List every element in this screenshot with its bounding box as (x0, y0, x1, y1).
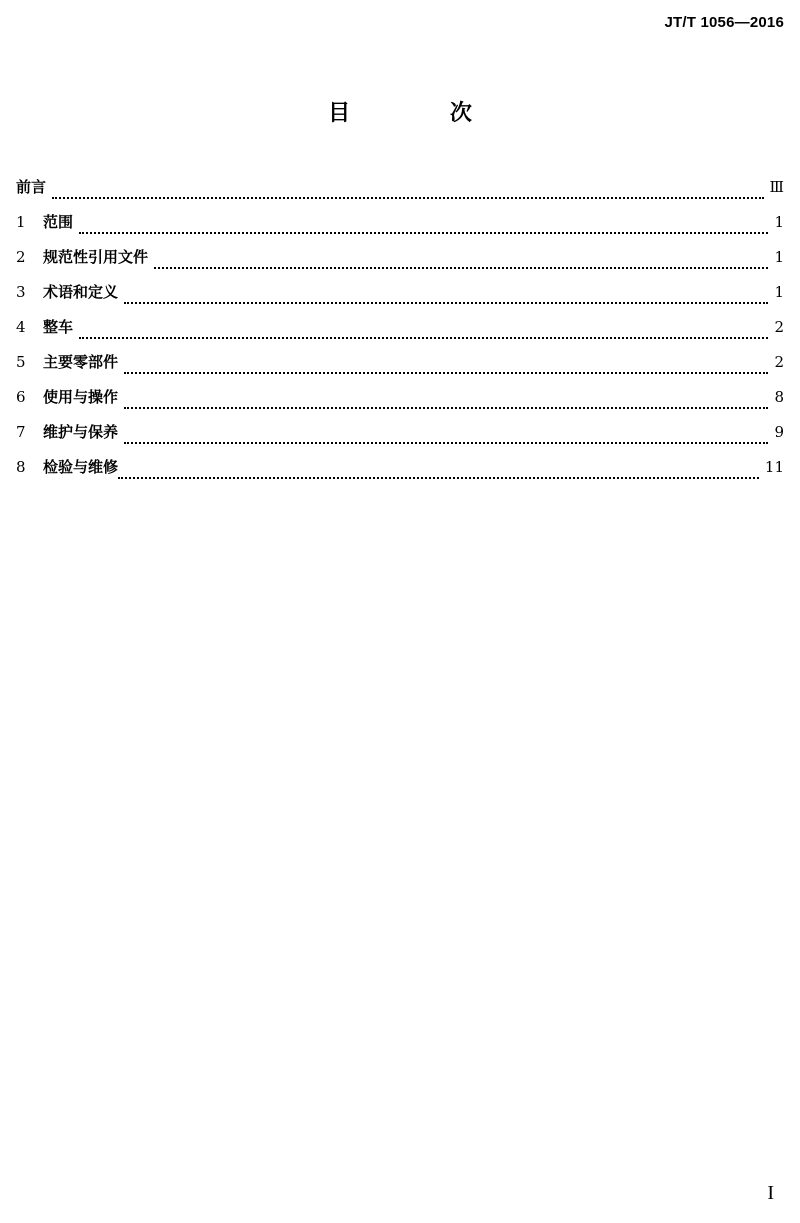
toc-entry-number: 3 (16, 283, 26, 301)
toc-dot-leader (79, 337, 768, 339)
toc-entry-page: 11 (764, 458, 784, 476)
standard-code: JT/T 1056—2016 (664, 14, 784, 31)
toc-entry-number: 4 (16, 318, 26, 336)
toc-entry-page: 1 (774, 213, 784, 231)
toc-entry-label: 整车 (43, 318, 74, 336)
toc-entry-number: 6 (16, 388, 26, 406)
toc-entry-4[interactable] (16, 316, 784, 351)
toc-entry-label: 前言 (16, 178, 47, 196)
toc-list (16, 176, 784, 491)
toc-dot-leader (124, 302, 768, 304)
toc-entry-number: 8 (16, 458, 26, 476)
toc-entry-number: 7 (16, 423, 26, 441)
toc-entry-page: Ⅲ (769, 178, 784, 196)
toc-entry-6[interactable] (16, 386, 784, 421)
toc-dot-leader (52, 197, 764, 199)
toc-entry-page: 2 (774, 353, 784, 371)
toc-entry-1[interactable] (16, 211, 784, 246)
toc-entry-3[interactable] (16, 281, 784, 316)
toc-entry-7[interactable] (16, 421, 784, 456)
toc-entry-label: 使用与操作 (43, 388, 119, 406)
toc-dot-leader (124, 407, 768, 409)
toc-entry-label: 规范性引用文件 (43, 248, 149, 266)
toc-dot-leader (118, 477, 759, 479)
toc-entry-8[interactable] (16, 456, 784, 491)
toc-entry-foreword[interactable] (16, 176, 784, 211)
toc-entry-number: 1 (16, 213, 26, 231)
toc-entry-page: 1 (774, 283, 784, 301)
toc-entry-number: 2 (16, 248, 26, 266)
toc-title: 目 次 (328, 101, 518, 126)
toc-dot-leader (124, 372, 768, 374)
toc-dot-leader (79, 232, 768, 234)
toc-dot-leader (154, 267, 768, 269)
page-folio: I (767, 1182, 774, 1204)
toc-entry-page: 8 (774, 388, 784, 406)
toc-dot-leader (124, 442, 768, 444)
toc-entry-page: 9 (774, 423, 784, 441)
toc-entry-number: 5 (16, 353, 26, 371)
toc-entry-label: 术语和定义 (43, 283, 119, 301)
toc-entry-page: 1 (774, 248, 784, 266)
toc-entry-5[interactable] (16, 351, 784, 386)
toc-entry-label: 维护与保养 (43, 423, 119, 441)
toc-entry-label: 主要零部件 (43, 353, 119, 371)
toc-entry-2[interactable] (16, 246, 784, 281)
toc-entry-page: 2 (774, 318, 784, 336)
toc-entry-label: 检验与维修 (43, 458, 119, 476)
toc-entry-label: 范围 (43, 213, 74, 231)
